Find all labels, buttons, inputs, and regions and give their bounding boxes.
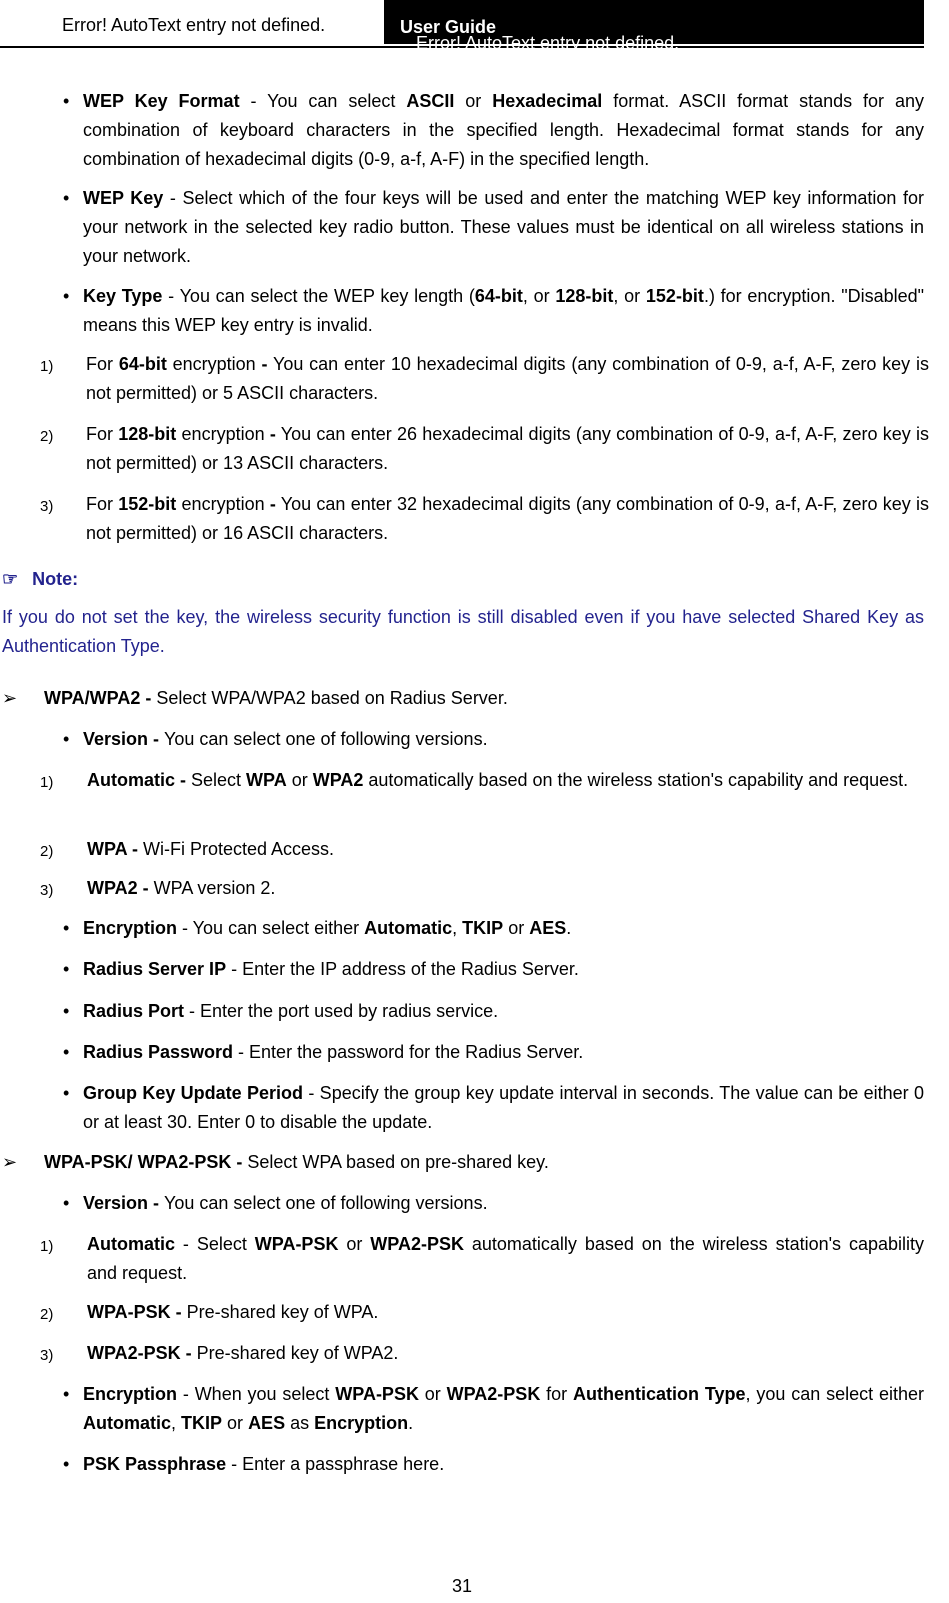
text: or <box>418 1384 447 1404</box>
note-title-text: Note: <box>32 569 79 589</box>
text: or <box>338 1234 371 1254</box>
term: Automatic <box>83 1413 172 1433</box>
item-text <box>83 725 924 754</box>
term: ASCII <box>406 91 455 111</box>
item-text <box>83 1079 924 1137</box>
text: - Specify the group key update interval in seconds. The value can be either 0 or at least 30. Enter 0 to disable the update. <box>83 1083 924 1132</box>
term: Encryption <box>314 1413 409 1433</box>
item-text <box>87 835 924 864</box>
text: automatically based on the wireless station's capability and request. <box>363 770 909 790</box>
item-text <box>86 490 929 548</box>
list-item <box>0 282 924 340</box>
text: , you can select either <box>745 1384 924 1404</box>
list-item <box>0 955 924 984</box>
text: , or <box>613 286 646 306</box>
text: automatically based on the wireless station's capability and request. <box>87 1234 924 1283</box>
text: - You can select <box>239 91 407 111</box>
item-number: 1) <box>40 358 54 375</box>
bullet-icon: • <box>63 91 70 111</box>
item-number: 2) <box>40 428 54 445</box>
term: Radius Password <box>83 1042 234 1062</box>
text: For <box>86 354 119 374</box>
list-item <box>0 1038 924 1067</box>
text: or <box>286 770 313 790</box>
term: TKIP <box>462 918 504 938</box>
list-item <box>0 1079 924 1137</box>
header-right-text <box>400 16 680 53</box>
text: WPA version 2. <box>153 878 276 898</box>
numbered-item <box>0 1339 924 1368</box>
text: - You can select either <box>177 918 365 938</box>
text: - Select which of the four keys will be used and enter the matching WEP key information for your network in the selected key radio button. These values must be identical on all wireless stations in your network. <box>83 188 924 266</box>
bullet-icon: • <box>63 918 70 938</box>
term: 128-bit <box>555 286 614 306</box>
bullet-icon: • <box>63 1083 70 1103</box>
item-text <box>83 184 924 271</box>
header-right-plain: Error! AutoText entry not defined. <box>416 33 680 53</box>
numbered-item <box>0 1298 924 1327</box>
text: You can enter 10 hexadecimal digits (any combination of 0-9, a-f, A-F, zero key is not permitted) or 5 ASCII characters. <box>86 354 929 403</box>
item-text <box>83 1450 924 1479</box>
bullet-icon: • <box>63 286 70 306</box>
item-text <box>83 1038 924 1067</box>
text: Pre-shared key of WPA2. <box>196 1343 399 1363</box>
term: WPA-PSK/ WPA2-PSK - <box>44 1152 248 1172</box>
text: For <box>86 424 119 444</box>
term: Automatic <box>87 1234 176 1254</box>
term: WEP Key Format <box>83 91 240 111</box>
numbered-item <box>0 766 924 824</box>
text: , <box>452 918 463 938</box>
text: You can select one of following versions. <box>164 1193 488 1213</box>
term: Hexadecimal <box>492 91 603 111</box>
list-item <box>0 1189 924 1218</box>
term: Encryption <box>83 918 178 938</box>
term: AES <box>529 918 567 938</box>
numbered-item <box>0 490 929 548</box>
text: You can enter 32 hexadecimal digits (any combination of 0-9, a-f, A-F, zero key is not permitted) or 16 ASCII characters. <box>86 494 929 543</box>
text: . <box>408 1413 414 1433</box>
term: WEP Key <box>83 188 164 208</box>
term: Encryption <box>83 1384 178 1404</box>
numbered-item <box>0 420 929 478</box>
term: WPA2 - <box>87 878 154 898</box>
text: - Enter the password for the Radius Server. <box>233 1042 584 1062</box>
term: Group Key Update Period <box>83 1083 304 1103</box>
text: for <box>540 1384 574 1404</box>
note-text: If you do not set the key, the wireless security function is still disabled even if you have selected Shared Key as Authentication Type. <box>2 607 924 656</box>
item-text <box>83 955 924 984</box>
numbered-item <box>0 350 929 408</box>
bullet-icon: • <box>63 1384 70 1404</box>
bullet-icon: • <box>63 1454 70 1474</box>
term: Version - <box>83 1193 165 1213</box>
text: encryption <box>166 354 262 374</box>
text: . <box>566 918 572 938</box>
term: TKIP <box>181 1413 223 1433</box>
text: Select <box>191 770 247 790</box>
list-item <box>0 1450 924 1479</box>
bullet-icon: • <box>63 188 70 208</box>
header-left-text: Error! AutoText entry not defined. <box>62 15 326 35</box>
numbered-item <box>0 874 924 903</box>
dash: - <box>269 424 276 444</box>
item-text <box>87 766 924 795</box>
item-text <box>83 1380 924 1438</box>
text: encryption <box>176 494 270 514</box>
term: WPA2-PSK <box>446 1384 541 1404</box>
dash: - <box>269 494 276 514</box>
text: You can enter 26 hexadecimal digits (any combination of 0-9, a-f, A-F, zero key is not permitted) or 13 ASCII characters. <box>86 424 929 473</box>
term: 128-bit <box>118 424 177 444</box>
note-title <box>2 565 78 594</box>
term: Automatic <box>364 918 453 938</box>
term: Automatic - <box>87 770 192 790</box>
term: WPA-PSK <box>335 1384 419 1404</box>
text: - Select <box>175 1234 255 1254</box>
page-header <box>0 0 924 53</box>
term: WPA - <box>87 839 143 859</box>
item-text <box>83 282 924 340</box>
dash: - <box>261 354 268 374</box>
list-item <box>0 914 924 943</box>
term: 64-bit <box>474 286 523 306</box>
text: - Enter a passphrase here. <box>226 1454 445 1474</box>
item-text <box>87 1339 924 1368</box>
text: , or <box>522 286 556 306</box>
list-item <box>0 997 924 1026</box>
header-right-box <box>384 0 924 53</box>
term: Version - <box>83 729 165 749</box>
text: - Enter the port used by radius service. <box>184 1001 499 1021</box>
item-text <box>86 420 929 478</box>
item-text <box>87 1230 924 1288</box>
pointing-hand-icon: ☞ <box>2 569 19 589</box>
text: or <box>503 918 530 938</box>
term: WPA <box>246 770 287 790</box>
item-text <box>83 997 924 1026</box>
text: Select WPA based on pre-shared key. <box>247 1152 549 1172</box>
text: Wi-Fi Protected Access. <box>143 839 335 859</box>
list-item <box>0 1380 924 1438</box>
term: WPA2-PSK - <box>87 1343 197 1363</box>
list-item <box>0 725 924 754</box>
item-text <box>87 874 924 903</box>
arrow-bullet-icon: ➢ <box>2 1152 18 1172</box>
term: WPA/WPA2 - <box>44 688 157 708</box>
term: Key Type <box>83 286 163 306</box>
numbered-item <box>0 1230 924 1288</box>
term: Radius Port <box>83 1001 185 1021</box>
bullet-icon: • <box>63 959 70 979</box>
text: Select WPA/WPA2 based on Radius Server. <box>156 688 508 708</box>
bullet-icon: • <box>63 1193 70 1213</box>
arrow-bullet-icon: ➢ <box>2 688 18 708</box>
item-text <box>44 684 924 713</box>
note-header <box>0 565 924 594</box>
term: Authentication Type <box>573 1384 746 1404</box>
item-text <box>83 1189 924 1218</box>
term: AES <box>248 1413 286 1433</box>
list-item <box>0 87 924 174</box>
item-number: 1) <box>40 1238 54 1255</box>
section-item <box>0 1148 924 1177</box>
item-number: 2) <box>40 1306 54 1323</box>
term: 64-bit <box>118 354 167 374</box>
text: format. ASCII format stands for any combination of keyboard characters in the specified length. Hexadecimal format stands for any combination of hexadecimal digits (0-9, a-f, A-F) in the specified length. <box>83 91 924 169</box>
numbered-item <box>0 835 924 864</box>
item-text <box>44 1148 924 1177</box>
text: - You can select the WEP key length ( <box>162 286 475 306</box>
item-number: 3) <box>40 882 54 899</box>
text: or <box>222 1413 249 1433</box>
item-number: 1) <box>40 774 54 791</box>
note-body <box>0 603 924 661</box>
text: or <box>454 91 493 111</box>
text: - When you select <box>177 1384 336 1404</box>
bullet-icon: • <box>63 729 70 749</box>
item-number: 2) <box>40 843 54 860</box>
item-text <box>83 914 924 943</box>
term: 152-bit <box>118 494 177 514</box>
list-item <box>0 184 924 271</box>
bullet-icon: • <box>63 1001 70 1021</box>
term: WPA2-PSK <box>370 1234 464 1254</box>
text: as <box>285 1413 315 1433</box>
term: 152-bit <box>645 286 704 306</box>
text: .) for encryption. "Disabled" means this WEP key entry is invalid. <box>83 286 925 335</box>
page-number: 31 <box>451 1576 473 1596</box>
text: You can select one of following versions. <box>164 729 488 749</box>
term: WPA-PSK <box>254 1234 339 1254</box>
term: WPA-PSK - <box>87 1302 187 1322</box>
item-text <box>87 1298 924 1327</box>
text: encryption <box>176 424 270 444</box>
text: Pre-shared key of WPA. <box>186 1302 379 1322</box>
term: PSK Passphrase <box>83 1454 227 1474</box>
text: , <box>171 1413 182 1433</box>
text: - Enter the IP address of the Radius Server. <box>226 959 579 979</box>
item-text <box>83 87 924 174</box>
term: Radius Server IP <box>83 959 227 979</box>
text: For <box>86 494 119 514</box>
item-number: 3) <box>40 1347 54 1364</box>
section-item <box>0 684 924 713</box>
term: WPA2 <box>312 770 364 790</box>
bullet-icon: • <box>63 1042 70 1062</box>
item-number: 3) <box>40 498 54 515</box>
header-title: User Guide <box>400 17 497 37</box>
item-text <box>86 350 929 408</box>
